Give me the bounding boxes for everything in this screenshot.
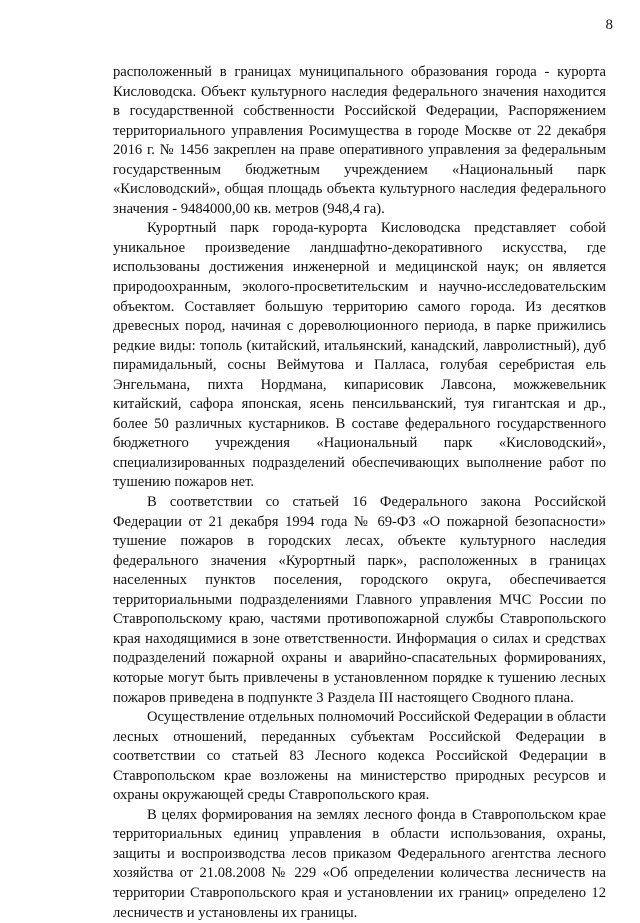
body-text [113,63,606,923]
paragraph: расположенный в границах муниципального образования города - курорта Кисловодска. Объект культурного наследия федерального значения находится в государственной собственности Российской Федерации, Распоряжением территориального управления Росимущества в городе Москве от 22 декабря 2016 г. № 1456 закреплен на праве оперативного управления за федеральным государственным бюджетным учреждением «Национальный парк «Кисловодский», общая площадь объекта культурного наследия федерального значения - 9484000,00 кв. метров (948,4 га). [113,64,606,217]
page-number: 8 [605,17,613,33]
paragraph: Осуществление отдельных полномочий Российской Федерации в области лесных отношений, переданных субъектам Российской Федерации в соответствии со статьей 83 Лесного кодекса Российской Федерации в Ставропольском крае возложены на министерство природных ресурсов и охраны окружающей среды Ставропольского края. [113,709,606,804]
paragraph: В соответствии со статьей 16 Федерального закона Российской Федерации от 21 декабря 1994 года № 69-ФЗ «О пожарной безопасности» тушение пожаров в городских лесах, объекте культурного наследия федерального значения «Курортный парк», расположенных в границах населенных пунктов поселения, городского округа, обеспечивается территориальными подразделениями Главного управления МЧС России по Ставропольскому краю, частями противопожарной службы Ставропольского края находящимися в зоне ответственности. Информация о силах и средствах подразделений пожарной охраны и аварийно-спасательных формированиях, которые могут быть привлечены в установленном порядке к тушению лесных пожаров приведена в подпункте 3 Раздела III настоящего Сводного плана. [113,494,606,706]
paragraph: В целях формирования на землях лесного фонда в Ставропольском крае территориальных единиц управления в области использования, охраны, защиты и воспроизводства лесов приказом Федерального агентства лесного хозяйства от 21.08.2008 № 229 «Об определении количества лесничеств на территории Ставропольского края и установлении их границ» определено 12 лесничеств и установлены их границы. [113,806,606,921]
paragraph: Курортный парк города-курорта Кисловодска представляет собой уникальное произведение ландшафтно-декоративного искусства, где использованы достижения инженерной и медицинской наук; он является природоохранным, эколого-просветительским и научно-исследовательским объектом. Составляет большую территорию самого города. Из десятков древесных пород, начиная с дореволюционного периода, в парке прижились редкие виды: тополь (китайский, итальянский, канадский, лавролистный), дуб пирамидальный, сосны Веймутова и Палласа, голубая серебристая ель Энгельмана, пихта Нордмана, кипарисовик Лавсона, можжевельник китайский, сафора японская, ясень пенсильванский, туя гигантская и др., более 50 различных кустарников. В составе федерального государственного бюджетного учреждения «Национальный парк «Кисловодский», специализированных подразделений обеспечивающих выполнение работ по тушению пожаров нет. [113,220,606,491]
